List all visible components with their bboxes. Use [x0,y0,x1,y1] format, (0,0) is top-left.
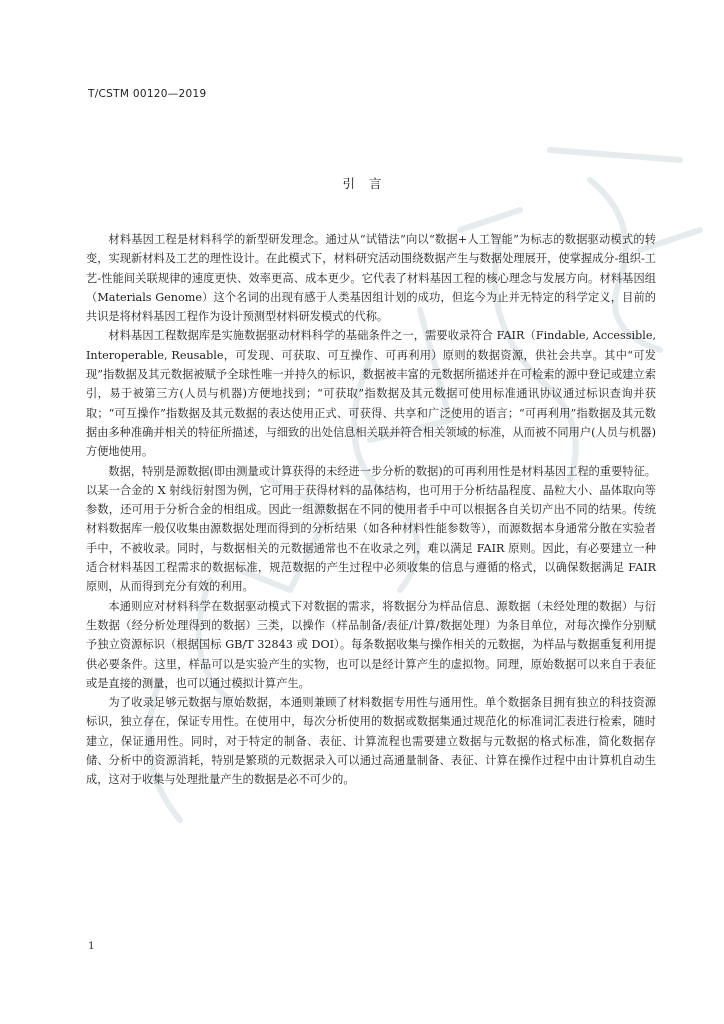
body-text [86,230,656,790]
paragraph: 本通则应对材料科学在数据驱动模式下对数据的需求，将数据分为样品信息、源数据（未经处理的数据）与衍生数据（经分析处理得到的数据）三类，以操作（样品制备/表征/计算/数据处理）为条目单位，对每次操作分别赋予独立资源标识（根据国标 GB/T 32843 或 DOI）。每条数据收集与操作相关的元数据，为样品与数据重复利用提供必要条件。这里，样品可以是实验产生的实物，也可以是经计算产生的虚拟物。同理，原始数据可以来自于表征或是直接的测量，也可以通过模拟计算产生。 [86,599,656,690]
paragraph: 材料基因工程是材料科学的新型研发理念。通过从“试错法”向以“数据+人工智能”为标志的数据驱动模式的转变，实现新材料及工艺的理性设计。在此模式下，材料研究活动围绕数据产生与数据处理展开，使掌握成分-组织-工艺-性能间关联规律的速度更快、效率更高、成本更少。它代表了材料基因工程的核心理念与发展方向。材料基因组（Materials Genome）这个名词的出现有感于人类基因组计划的成功，但迄今为止并无特定的科学定义，目前的共识是将材料基因工程作为设计预测型材料研发模式的代称。 [86,233,656,324]
paragraph: 为了收录足够元数据与原始数据，本通则兼顾了材料数据专用性与通用性。单个数据条目拥有独立的科技资源标识，独立存在，保证专用性。在使用中，每次分析使用的数据或数据集通过规范化的标准词汇表进行检索，随时建立，保证通用性。同时，对于特定的制备、表征、计算流程也需要建立数据与元数据的格式标准，简化数据存储、分析中的资源消耗，特别是繁琐的元数据录入可以通过高通量制备、表征、计算在操作过程中由计算机自动生成，这对于收集与处理批量产生的数据是必不可少的。 [86,696,656,787]
paragraph: 材料基因工程数据库是实施数据驱动材料科学的基础条件之一，需要收录符合 FAIR（Findable, Accessible, Interoperable, Reusable，可发现、可获取、可互操作、可再利用）原则的数据资源，供社会共享。其中“可发现”指数据及其元数据被赋予全球性唯一并持久的标识，数据被丰富的元数据所描述并在可检索的源中登记或建立索引，易于被第三方(人员与机器)方便地找到；“可获取”指数据及其元数据可使用标准通讯协议通过标识查询并获取；“可互操作”指数据及其元数据的表达使用正式、可获得、共享和广泛使用的语言；“可再利用”指数据及其元数据由多种准确并相关的特征所描述，与细致的出处信息相关联并符合相关领域的标准，从而被不同用户(人员与机器)方便地使用。 [86,329,656,459]
paragraph: 数据，特别是源数据(即由测量或计算获得的未经进一步分析的数据)的可再利用性是材料基因工程的重要特征。以某一合金的 X 射线衍射图为例，它可用于获得材料的晶体结构，也可用于分析结晶程度、晶粒大小、晶体取向等参数，还可用于分析合金的相组成。因此一组源数据在不同的使用者手中可以根据各自关切产出不同的结果。传统材料数据库一般仅收集由源数据处理而得到的分析结果（如各种材料性能参数等），而源数据本身通常分散在实验者手中，不被收录。同时，与数据相关的元数据通常也不在收录之列，难以满足 FAIR 原则。因此，有必要建立一种适合材料基因工程需求的数据标准，规范数据的产生过程中必须收集的信息与遵循的格式，以确保数据满足 FAIR 原则，从而得到充分有效的利用。 [86,464,656,594]
standard-number: T/CSTM 00120—2019 [88,88,207,100]
section-title: 引言 [342,176,396,191]
page-number: 1 [88,940,95,952]
